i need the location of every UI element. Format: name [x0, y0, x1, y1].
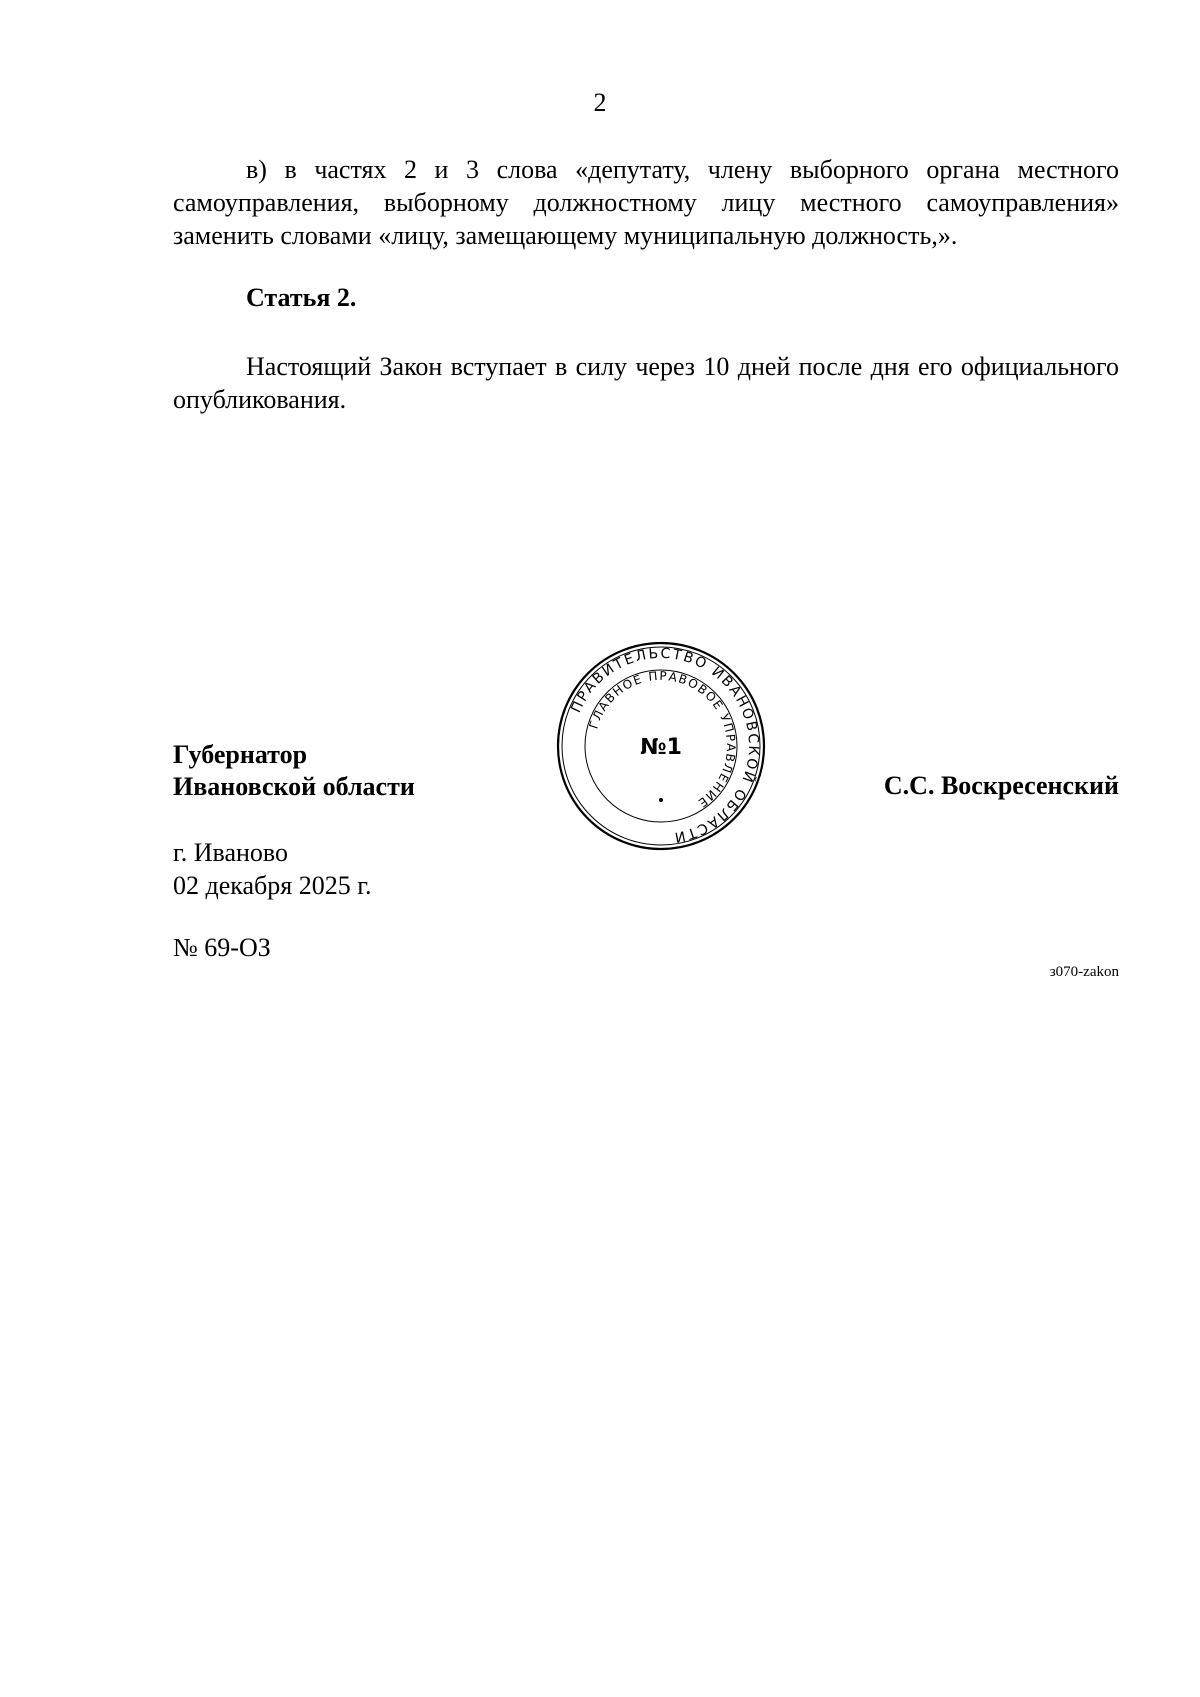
place-date	[173, 836, 371, 902]
article-heading: Статья 2.	[246, 283, 357, 312]
page-number: 2	[593, 88, 607, 117]
stamp-number: №1	[640, 735, 682, 760]
signer-name: С.С. Воскресенский	[883, 771, 1119, 800]
stamp-outer-text: ПРАВИТЕЛЬСТВО ИВАНОВСКОЙ ОБЛАСТИ	[568, 645, 762, 846]
signer-title-line1: Губернатор	[173, 740, 308, 769]
paragraph-c: в) в частях 2 и 3 слова «депутату, члену выборного органа местного самоуправления, выборному должностному лицу местного самоуправления» заменить словами «лицу, замещающему муниципальную должность,».	[173, 155, 1119, 250]
law-number: № 69-ОЗ	[173, 933, 271, 962]
article-text: Настоящий Закон вступает в силу через 10 дней после дня его официального опубликования.	[173, 352, 1119, 414]
official-stamp	[555, 640, 767, 852]
stamp-inner-text: ГЛАВНОЕ ПРАВОВОЕ УПРАВЛЕНИЕ	[586, 668, 739, 811]
signer-title-line2: Ивановской области	[173, 772, 415, 801]
date: 02 декабря 2025 г.	[173, 871, 372, 900]
signer-title	[173, 739, 415, 803]
city: г. Иваново	[173, 838, 288, 867]
file-code: з070-zakon	[1049, 964, 1119, 980]
